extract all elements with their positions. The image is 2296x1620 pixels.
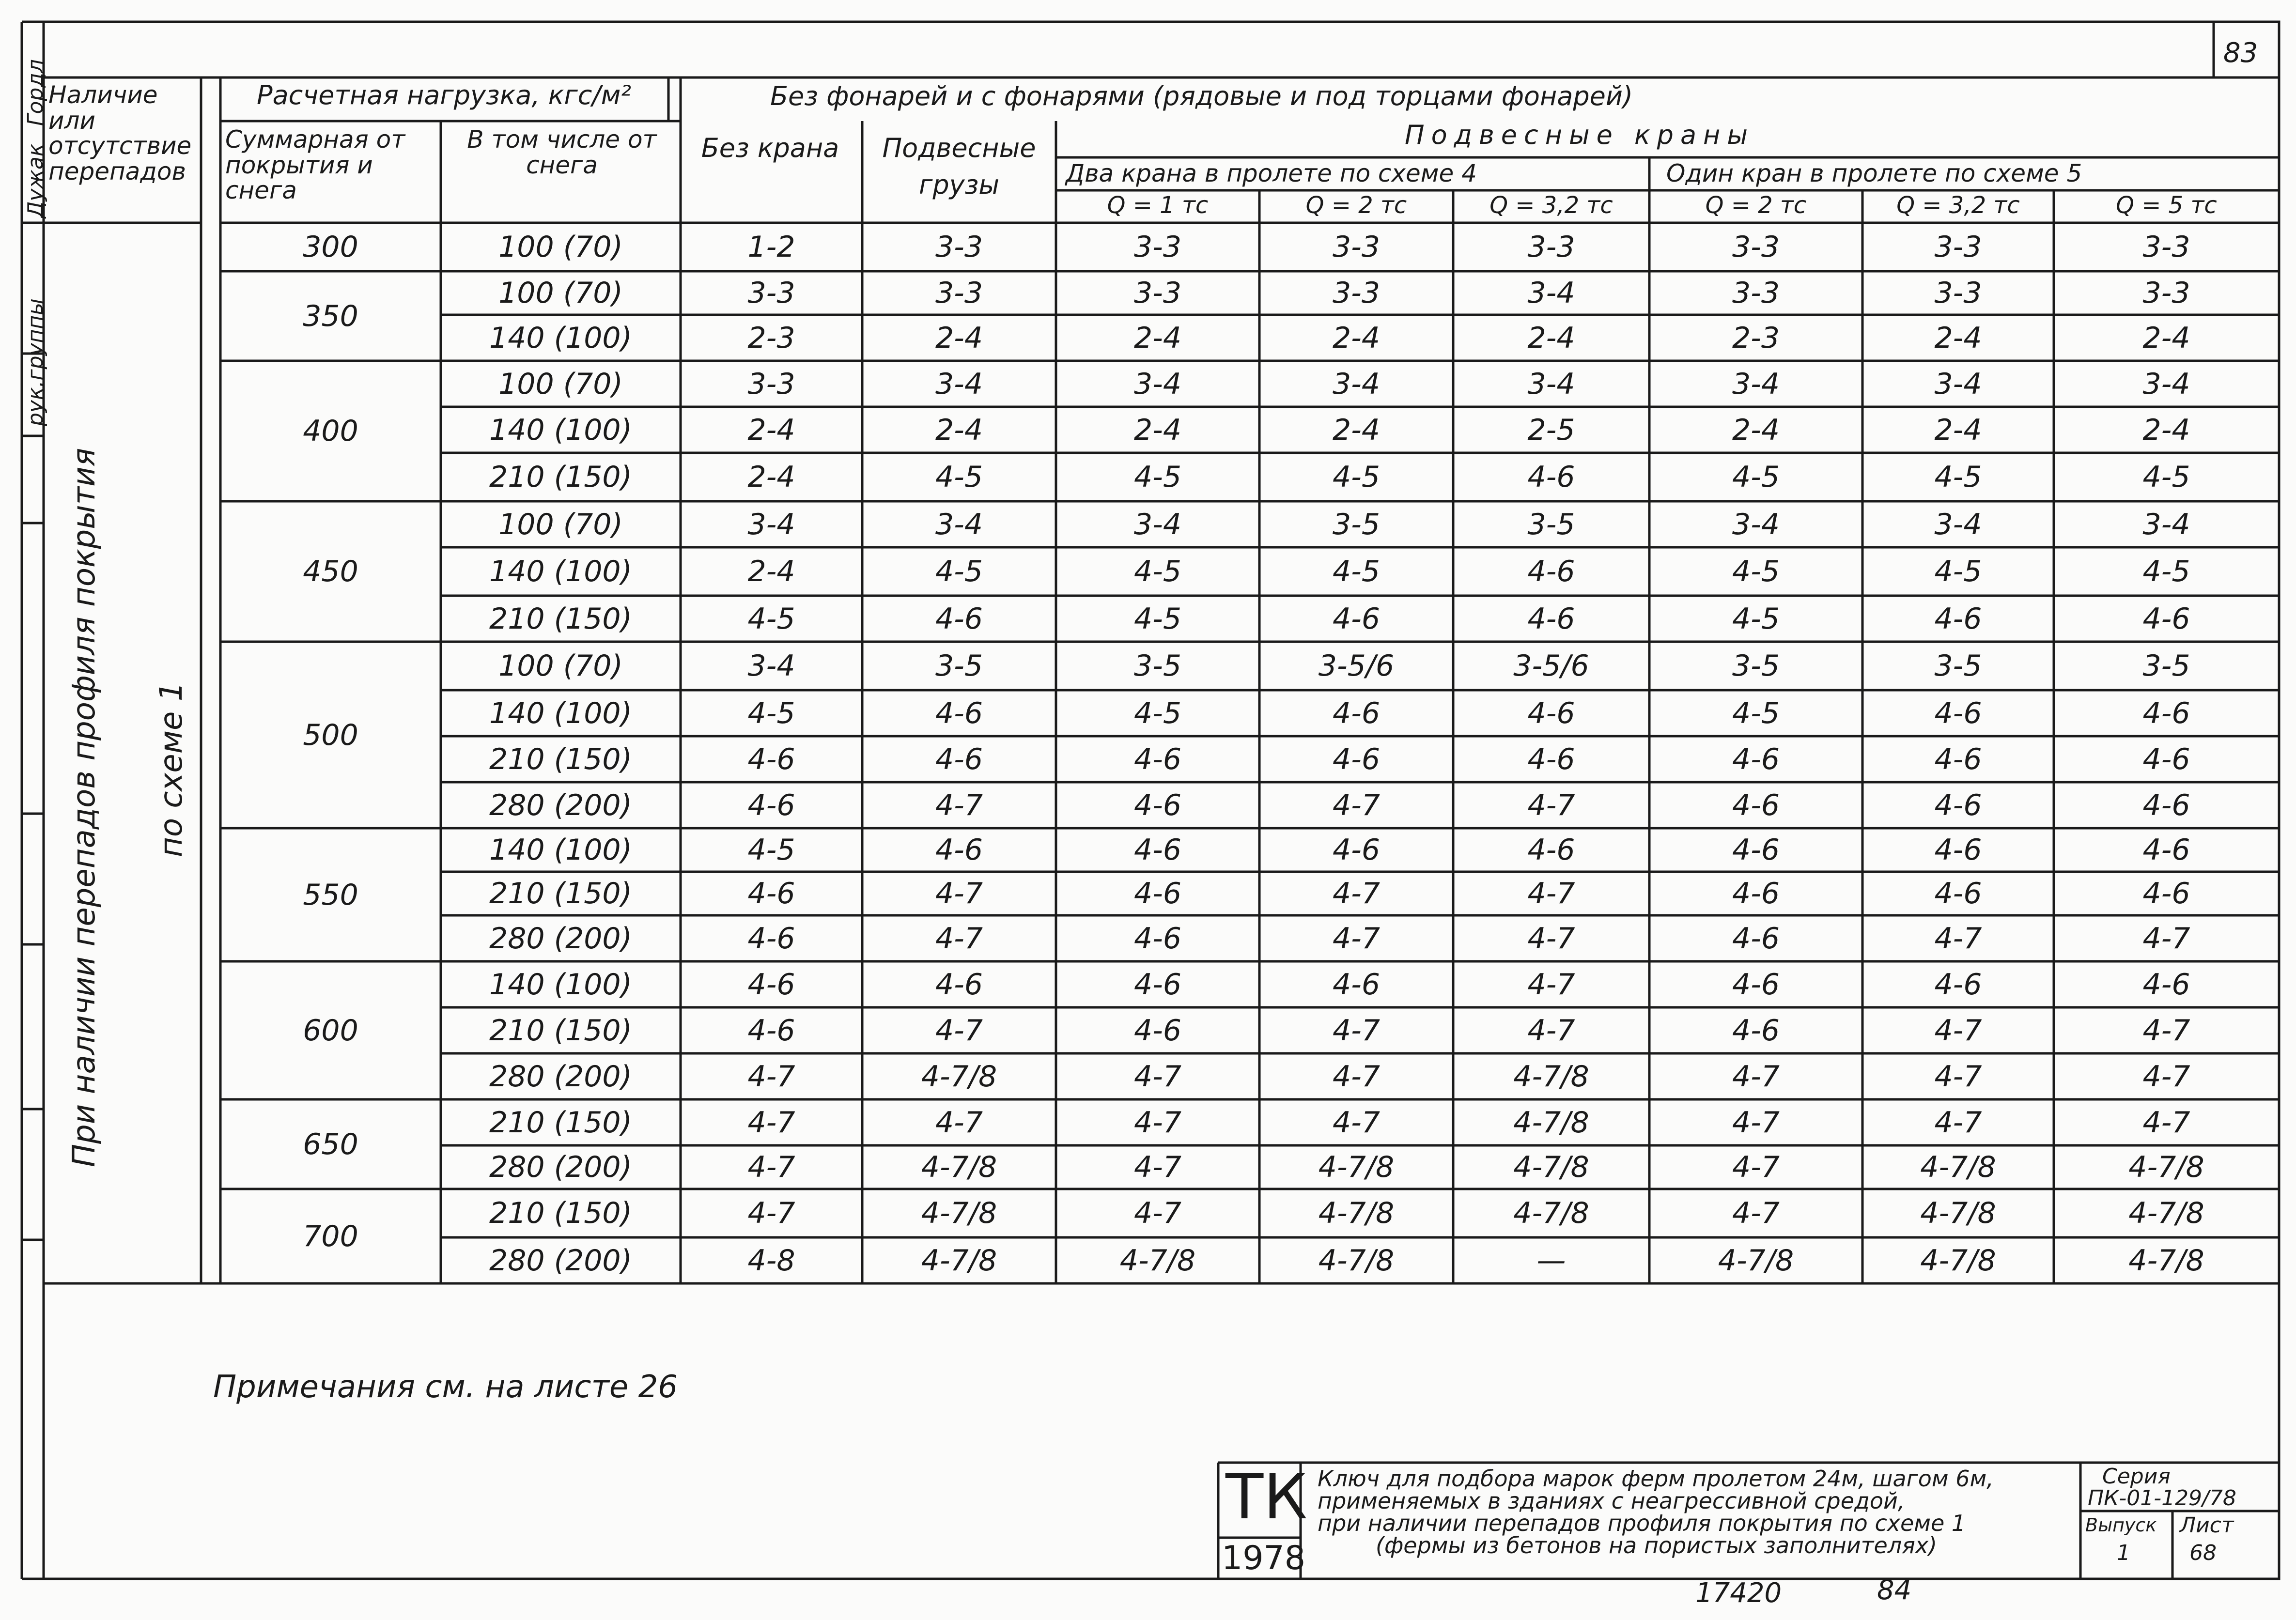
sheet-label: Лист [2180,1513,2234,1538]
load-total-cell: 550 [303,878,358,912]
truss-grade-cell: 4-5 [1333,460,1380,494]
truss-grade-cell: 4-6 [747,968,795,1002]
truss-grade-cell: 4-7/8 [921,1196,997,1230]
truss-grade-cell: 4-7/8 [1920,1244,1996,1278]
truss-grade-cell: 4-7 [1333,788,1380,822]
truss-grade-cell: 3-4 [1732,508,1780,541]
truss-grade-cell: 4-7 [1934,1014,1982,1048]
truss-grade-cell: 4-6 [1934,742,1982,776]
note-text: Примечания см. на листе 26 [213,1369,678,1405]
truss-grade-cell: 4-5 [2142,555,2190,588]
title-block-description [1318,1467,2073,1557]
truss-grade-cell: 3-3 [747,367,795,401]
footer-number-2: 84 [1877,1574,1912,1606]
truss-grade-cell: 4-6 [2142,877,2190,910]
truss-grade-cell: 4-8 [747,1244,795,1278]
truss-grade-cell: 3-5/6 [1513,649,1589,683]
truss-grade-cell: 4-7 [1934,1060,1982,1094]
truss-grade-cell: 4-7 [1934,922,1982,956]
snow-load-cell: 140 (100) [489,696,632,730]
truss-grade-cell: 4-7 [1333,877,1380,910]
truss-grade-cell: 4-6 [747,742,795,776]
truss-grade-cell: 1-2 [747,230,795,264]
truss-grade-cell: 3-3 [1732,230,1780,264]
truss-grade-cell: 4-7 [747,1196,795,1230]
col-header-q: Q = 2 тс [1305,192,1407,219]
side-stamp-name-2: Дужак [23,143,48,218]
truss-grade-cell: 3-5 [1732,649,1780,683]
truss-grade-cell: 4-7/8 [1318,1196,1395,1230]
title-line: применяемых в зданиях с неагрессивной средой, [1318,1488,1905,1514]
truss-grade-cell: 4-7 [1732,1196,1780,1230]
truss-grade-cell: 4-6 [1527,555,1575,588]
truss-grade-cell: 4-5 [935,555,983,588]
col-header-hanging: Подвесные грузы [882,133,1036,200]
truss-grade-cell: 2-4 [1732,413,1780,447]
truss-grade-cell: 4-6 [1333,602,1380,636]
col-header-q: Q = 1 тс [1107,192,1209,219]
truss-grade-cell: 2-4 [1934,321,1982,355]
row-group-label: При наличии перепадов профиля покрытия [66,447,102,1167]
truss-grade-cell: 4-7/8 [921,1150,997,1184]
truss-grade-cell: 4-7 [1134,1196,1181,1230]
truss-grade-cell: 4-6 [935,696,983,730]
truss-grade-cell: 4-7/8 [1920,1150,1996,1184]
col-group-one-crane: Один кран в пролете по схеме 5 [1666,159,2082,187]
truss-grade-cell: 4-7/8 [1920,1196,1996,1230]
truss-grade-cell: 3-3 [1934,230,1982,264]
truss-grade-cell: 4-6 [1333,968,1380,1002]
truss-grade-cell: 4-7 [1333,1060,1380,1094]
truss-grade-cell: 4-6 [1134,922,1181,956]
truss-grade-cell: 4-7 [935,922,983,956]
truss-grade-cell: 3-4 [747,649,795,683]
truss-grade-cell: 4-7 [1333,1014,1380,1048]
truss-grade-cell: 4-6 [1732,742,1780,776]
col-header-snow: В том числе от снега [467,125,657,179]
truss-grade-cell: 4-7 [1934,1106,1982,1140]
series-value: ПК-01-129/78 [2088,1486,2236,1511]
truss-grade-cell: 4-6 [1732,968,1780,1002]
issue-label: Выпуск [2085,1514,2157,1536]
truss-grade-cell: 4-6 [1934,877,1982,910]
truss-grade-cell: 3-3 [1134,276,1181,310]
truss-grade-cell: 4-6 [935,833,983,867]
truss-grade-cell: 4-6 [1333,833,1380,867]
truss-grade-cell: 4-6 [747,788,795,822]
issue-value: 1 [2117,1541,2130,1565]
truss-grade-cell: 4-7/8 [921,1244,997,1278]
truss-grade-cell: 4-6 [1134,968,1181,1002]
truss-grade-cell: 4-5 [935,460,983,494]
snow-load-cell: 140 (100) [489,321,632,355]
truss-grade-cell: 3-3 [747,276,795,310]
truss-grade-cell: 4-7 [1134,1106,1181,1140]
truss-grade-cell: 4-7 [1527,968,1575,1002]
truss-grade-cell: 4-5 [1934,555,1982,588]
load-total-cell: 650 [303,1127,358,1161]
truss-grade-cell: 3-3 [935,276,983,310]
col-group-cranes: Подвесные краны [1405,120,1754,150]
snow-load-cell: 100 (70) [498,649,623,683]
truss-grade-cell: 3-4 [1934,367,1982,401]
snow-load-cell: 210 (150) [489,1196,632,1230]
truss-grade-cell: 4-7/8 [1119,1244,1196,1278]
truss-grade-cell: 4-7/8 [1513,1196,1589,1230]
truss-grade-cell: 4-5 [1732,460,1780,494]
truss-grade-cell: 4-6 [1934,788,1982,822]
truss-grade-cell: 4-7/8 [2128,1244,2204,1278]
truss-grade-cell: 3-4 [1527,276,1575,310]
truss-grade-cell: 4-6 [747,877,795,910]
col-header-q: Q = 2 тс [1705,192,1807,219]
snow-load-cell: 140 (100) [489,968,632,1002]
truss-grade-cell: 2-4 [747,413,795,447]
truss-grade-cell: 3-5 [1134,649,1181,683]
truss-grade-cell: 4-7 [1527,922,1575,956]
truss-grade-cell: 2-4 [935,413,983,447]
truss-grade-cell: 4-5 [1732,602,1780,636]
truss-grade-cell: 3-3 [1333,276,1380,310]
load-total-cell: 350 [303,299,358,333]
truss-grade-cell: 3-5 [1527,508,1575,541]
truss-grade-cell: 4-7 [1527,788,1575,822]
truss-grade-cell: 4-6 [2142,742,2190,776]
truss-grade-cell: 4-6 [2142,833,2190,867]
col-group-lanterns: Без фонарей и с фонарями (рядовые и под торцами фонарей) [770,81,1633,111]
side-stamp-name-1: Гордл [23,59,48,126]
truss-grade-cell: 4-5 [747,833,795,867]
title-block-year: 1978 [1222,1539,1306,1577]
col-header-total: Суммарная от покрытия и снега [225,125,405,204]
truss-grade-cell: 4-7 [747,1150,795,1184]
truss-grade-cell: 2-4 [1134,413,1181,447]
truss-grade-cell: 4-5 [1134,460,1181,494]
truss-grade-cell: 4-7 [1732,1150,1780,1184]
truss-grade-cell: 2-4 [1333,321,1380,355]
truss-grade-cell: 4-6 [1934,833,1982,867]
footer-number-1: 17420 [1695,1577,1782,1609]
truss-grade-cell: 3-3 [2142,276,2190,310]
col-header-no-crane: Без крана [701,133,839,163]
truss-grade-cell: 3-4 [935,508,983,541]
snow-load-cell: 280 (200) [489,788,632,822]
truss-grade-cell: 4-7 [1134,1150,1181,1184]
truss-grade-cell: 2-4 [747,460,795,494]
truss-grade-cell: 4-7/8 [1318,1244,1395,1278]
truss-grade-cell: 3-4 [1134,508,1181,541]
truss-grade-cell: 4-5 [1134,555,1181,588]
truss-grade-cell: 4-7/8 [2128,1196,2204,1230]
title-line: (фермы из бетонов на пористых заполнителях) [1376,1532,1937,1558]
truss-grade-cell: 4-7 [1527,877,1575,910]
truss-grade-cell: 4-7 [1333,922,1380,956]
truss-grade-cell: 3-4 [2142,367,2190,401]
truss-grade-cell: 4-7/8 [2128,1150,2204,1184]
truss-grade-cell: 4-7 [2142,1106,2190,1140]
truss-grade-cell: 4-7 [2142,1014,2190,1048]
snow-load-cell: 140 (100) [489,555,632,588]
snow-load-cell: 210 (150) [489,1106,632,1140]
truss-grade-cell: 3-4 [1732,367,1780,401]
truss-grade-cell: 4-6 [1732,788,1780,822]
truss-grade-cell: 4-5 [1333,555,1380,588]
truss-grade-cell: 2-5 [1527,413,1575,447]
truss-grade-cell: 3-4 [2142,508,2190,541]
truss-grade-cell: 4-7 [747,1106,795,1140]
truss-grade-cell: 3-5 [1934,649,1982,683]
snow-load-cell: 280 (200) [489,1150,632,1184]
truss-grade-cell: 4-7/8 [1318,1150,1395,1184]
truss-grade-cell: 4-5 [747,696,795,730]
truss-grade-cell: 4-7 [935,788,983,822]
snow-load-cell: 100 (70) [498,276,623,310]
title-line: при наличии перепадов профиля покрытия по схеме 1 [1318,1510,1966,1536]
snow-load-cell: 280 (200) [489,1244,632,1278]
truss-grade-cell: 3-4 [747,508,795,541]
truss-grade-cell: 4-6 [1134,833,1181,867]
truss-grade-cell: 4-7 [747,1060,795,1094]
snow-load-cell: 280 (200) [489,922,632,956]
truss-grade-cell: 2-3 [747,321,795,355]
load-total-cell: 500 [303,718,358,752]
truss-grade-cell: 4-5 [1732,696,1780,730]
truss-grade-cell: 4-7/8 [1513,1150,1589,1184]
truss-grade-cell: 4-6 [1527,742,1575,776]
load-total-cell: 300 [303,230,358,264]
snow-load-cell: 210 (150) [489,742,632,776]
snow-load-cell: 100 (70) [498,367,623,401]
truss-grade-cell: 4-5 [1934,460,1982,494]
truss-grade-cell: 4-6 [747,1014,795,1048]
truss-grade-cell: 3-5 [2142,649,2190,683]
truss-grade-cell: 3-3 [1527,230,1575,264]
truss-grade-cell: 2-4 [2142,413,2190,447]
series-label: Серия [2102,1464,2171,1489]
truss-grade-cell: 3-3 [1134,230,1181,264]
row-group-label-line-2: по схеме 1 [154,681,189,857]
truss-grade-cell: 2-4 [1527,321,1575,355]
truss-grade-cell: 3-4 [1134,367,1181,401]
truss-grade-cell: 2-4 [1134,321,1181,355]
col-header-q: Q = 3,2 тс [1489,192,1613,219]
load-total-cell: 450 [303,555,358,588]
truss-grade-cell: 4-6 [2142,968,2190,1002]
truss-grade-cell: 4-7 [2142,922,2190,956]
truss-grade-cell: 3-3 [2142,230,2190,264]
truss-grade-cell: 4-7 [2142,1060,2190,1094]
truss-grade-cell: 3-3 [1333,230,1380,264]
col-header-presence: Наличие или отсутствие перепадов [48,81,192,185]
title-line: Ключ для подбора марок ферм пролетом 24м, шагом 6м, [1318,1466,1994,1492]
truss-grade-cell: 2-4 [1934,413,1982,447]
truss-grade-cell: 2-4 [1333,413,1380,447]
page-number: 83 [2223,37,2258,69]
truss-grade-cell: 4-6 [1527,833,1575,867]
truss-grade-cell: 4-6 [1333,696,1380,730]
load-total-cell: 700 [303,1219,358,1253]
truss-grade-cell: 4-7/8 [1513,1060,1589,1094]
truss-grade-cell: 4-6 [1134,742,1181,776]
col-group-load: Расчетная нагрузка, кгс/м² [257,80,631,110]
truss-grade-cell: 4-7 [1527,1014,1575,1048]
truss-grade-cell: 4-6 [2142,696,2190,730]
truss-grade-cell: 4-6 [1134,1014,1181,1048]
snow-load-cell: 100 (70) [498,508,623,541]
truss-grade-cell: 4-7 [935,1106,983,1140]
title-block-logo: ТК [1226,1461,1308,1533]
truss-grade-cell: 4-5 [1134,602,1181,636]
truss-grade-cell: 3-4 [1527,367,1575,401]
truss-grade-cell: 4-5 [1134,696,1181,730]
snow-load-cell: 140 (100) [489,413,632,447]
truss-grade-cell: 4-6 [1934,696,1982,730]
truss-grade-cell: 2-4 [935,321,983,355]
truss-grade-cell: 4-6 [1732,922,1780,956]
truss-grade-cell: 3-3 [935,230,983,264]
truss-grade-cell: 4-7 [1134,1060,1181,1094]
truss-grade-cell: 4-6 [935,742,983,776]
truss-grade-cell: 4-6 [1134,877,1181,910]
load-total-cell: 400 [303,414,358,448]
truss-grade-cell: 4-6 [747,922,795,956]
truss-grade-cell: 4-7 [1732,1060,1780,1094]
truss-grade-cell: 4-6 [1732,833,1780,867]
truss-grade-cell: 4-6 [1527,696,1575,730]
snow-load-cell: 210 (150) [489,877,632,910]
snow-load-cell: 140 (100) [489,833,632,867]
truss-grade-cell: 3-3 [1732,276,1780,310]
truss-grade-cell: 4-7 [1732,1106,1780,1140]
snow-load-cell: 280 (200) [489,1060,632,1094]
truss-grade-cell: — [1536,1244,1566,1278]
truss-grade-cell: 4-7 [1333,1106,1380,1140]
truss-grade-cell: 2-4 [2142,321,2190,355]
col-group-two-cranes: Два крана в пролете по схеме 4 [1066,159,1477,187]
truss-grade-cell: 3-3 [1934,276,1982,310]
truss-grade-cell: 4-7/8 [1513,1106,1589,1140]
truss-grade-cell: 3-5 [935,649,983,683]
truss-grade-cell: 4-6 [1934,602,1982,636]
truss-grade-cell: 4-6 [1732,877,1780,910]
truss-grade-cell: 4-5 [2142,460,2190,494]
truss-grade-cell: 4-5 [747,602,795,636]
snow-load-cell: 100 (70) [498,230,623,264]
truss-grade-cell: 3-4 [935,367,983,401]
truss-grade-cell: 4-7 [935,1014,983,1048]
truss-grade-cell: 4-6 [1934,968,1982,1002]
snow-load-cell: 210 (150) [489,602,632,636]
truss-grade-cell: 4-6 [1333,742,1380,776]
side-stamp-role: рук.группы [23,298,48,426]
col-header-q: Q = 5 тс [2116,192,2217,219]
snow-load-cell: 210 (150) [489,1014,632,1048]
truss-grade-cell: 4-6 [2142,788,2190,822]
truss-grade-cell: 4-6 [1527,602,1575,636]
col-header-q: Q = 3,2 тс [1896,192,2020,219]
truss-grade-cell: 4-6 [935,968,983,1002]
truss-grade-cell: 4-7/8 [1718,1244,1794,1278]
truss-grade-cell: 4-6 [935,602,983,636]
truss-grade-cell: 2-4 [747,555,795,588]
truss-grade-cell: 3-4 [1333,367,1380,401]
truss-grade-cell: 2-3 [1732,321,1780,355]
truss-grade-cell: 3-5/6 [1318,649,1395,683]
sheet-value: 68 [2189,1541,2217,1565]
truss-grade-cell: 4-5 [1732,555,1780,588]
truss-grade-cell: 4-6 [2142,602,2190,636]
truss-grade-cell: 4-6 [1134,788,1181,822]
truss-grade-cell: 4-7/8 [921,1060,997,1094]
truss-grade-cell: 3-4 [1934,508,1982,541]
truss-grade-cell: 4-6 [1527,460,1575,494]
truss-grade-cell: 4-6 [1732,1014,1780,1048]
load-total-cell: 600 [303,1014,358,1048]
truss-grade-cell: 4-7 [935,877,983,910]
truss-grade-cell: 3-5 [1333,508,1380,541]
snow-load-cell: 210 (150) [489,460,632,494]
